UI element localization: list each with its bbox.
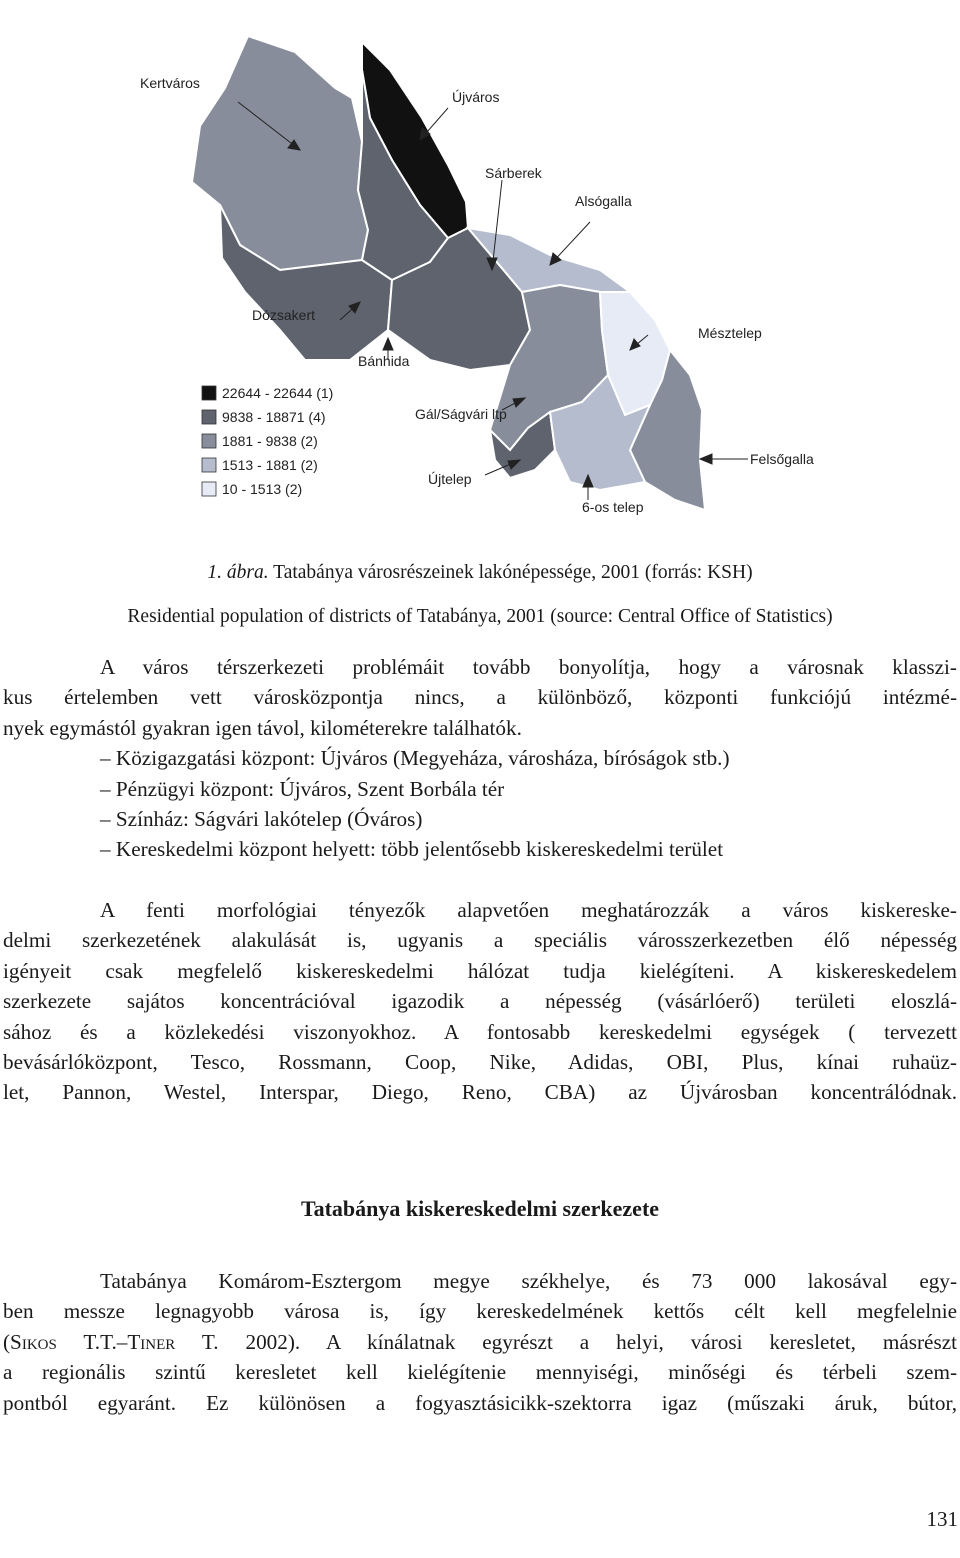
label-mesztelep: Mésztelep	[698, 325, 762, 341]
figure-label: 1. ábra.	[207, 562, 269, 583]
citation-open: (S	[3, 1329, 22, 1354]
text-line: pontból egyaránt. Ez különösen a fogyasztásicikk-szektorra igaz (műszaki áruk, bútor,	[3, 1390, 957, 1415]
text-line: sához és a közlekedési viszonyokhoz. A fontosabb kereskedelmi egységek ( tervezett	[3, 1019, 957, 1044]
text-line: igényeit csak megfelelő kiskereskedelmi hálózat tudja kielégíteni. A kiskereskedelem	[3, 958, 957, 983]
map-legend	[202, 385, 333, 497]
label-banhida: Bánhida	[358, 353, 410, 369]
list-item: – Kereskedelmi központ helyett: több jelentősebb kiskereskedelmi terület	[100, 837, 724, 862]
citation-mid: T.T.–T	[56, 1329, 141, 1354]
text-line: Tatabánya Komárom-Esztergom megye székhelye, és 73 000 lakosával egy-	[100, 1269, 957, 1293]
legend-item-3: 1513 - 1881 (2)	[222, 457, 318, 473]
legend-item-1: 9838 - 18871 (4)	[222, 409, 326, 425]
text-line: let, Pannon, Westel, Interspar, Diego, Reno, CBA) az Újvárosban koncentrálódnak.	[3, 1080, 957, 1105]
label-felsogalla: Felsőgalla	[750, 451, 814, 467]
text-line: nyek egymástól gyakran igen távol, kilométerekre találhatók.	[3, 715, 522, 740]
section-heading: Tatabánya kiskereskedelmi szerkezete	[300, 1196, 660, 1221]
legend-item-2: 1881 - 9838 (2)	[222, 433, 318, 449]
list-item: – Színház: Ságvári lakótelep (Óváros)	[100, 807, 423, 832]
legend-item-4: 10 - 1513 (2)	[222, 481, 303, 497]
figure-caption-en: Residential population of districts of Tatabánya, 2001 (source: Central Office of Statistics)	[127, 606, 833, 627]
list-item: – Közigazgatási központ: Újváros (Megyeháza, városháza, bíróságok stb.)	[100, 746, 730, 771]
legend-item-0: 22644 - 22644 (1)	[222, 385, 334, 401]
text-line-citation	[3, 1327, 957, 1357]
label-ujvaros: Újváros	[452, 89, 500, 105]
label-alsogalla: Alsógalla	[575, 193, 632, 209]
text-line: a regionális szintű keresletet kell kielégítenie mennyiségi, minőségi és térbeli szem-	[3, 1360, 957, 1385]
label-6ostelep: 6-os telep	[582, 499, 644, 515]
page-number: 131	[926, 1507, 958, 1531]
text-line: kus értelemben vett városközpontja nincs, a különböző, központi funkciójú intézmé-	[3, 685, 957, 710]
label-kertvaros: Kertváros	[140, 75, 200, 91]
label-ujtelep: Újtelep	[428, 471, 472, 487]
paragraph-1	[3, 652, 957, 865]
paragraph-2	[3, 895, 957, 1108]
label-galsagvari: Gál/Ságvári ltp	[415, 406, 507, 422]
district-kertvaros	[192, 36, 368, 270]
paragraph-3	[3, 1266, 957, 1418]
citation-rest: T. 2002). A kínálatnak egyrészt a helyi, városi keresletet, másrészt	[175, 1329, 957, 1354]
label-dozsakert: Dózsakert	[252, 307, 316, 323]
text-line: bevásárlóközpont, Tesco, Rossmann, Coop, Nike, Adidas, OBI, Plus, kínai ruhaüz-	[3, 1050, 957, 1075]
district-map	[130, 30, 850, 530]
text-line: delmi szerkezetének alakulását is, ugyanis a speciális városszerkezetben élő népesség	[3, 928, 957, 953]
label-sarberek: Sárberek	[485, 165, 542, 181]
list-item: – Pénzügyi központ: Újváros, Szent Borbála tér	[100, 776, 505, 801]
caption-hu-text: Tatabánya városrészeinek lakónépessége, 2001 (forrás: KSH)	[273, 562, 753, 583]
text-line: A város térszerkezeti problémáit tovább bonyolítja, hogy a városnak klasszi-	[100, 655, 957, 679]
author-tiner: iner	[140, 1329, 176, 1354]
figure-caption-hu	[0, 562, 960, 584]
text-line: A fenti morfológiai tényezők alapvetően meghatározzák a város kiskereske-	[100, 898, 957, 922]
text-line: szerkezete sajátos koncentrációval igazodik a népesség (vásárlóerő) területi eloszlá-	[3, 989, 957, 1014]
text-line: ben messze legnagyobb városa is, így kereskedelmének kettős célt kell megfelelnie	[3, 1299, 957, 1324]
author-sikos: ikos	[21, 1329, 57, 1354]
